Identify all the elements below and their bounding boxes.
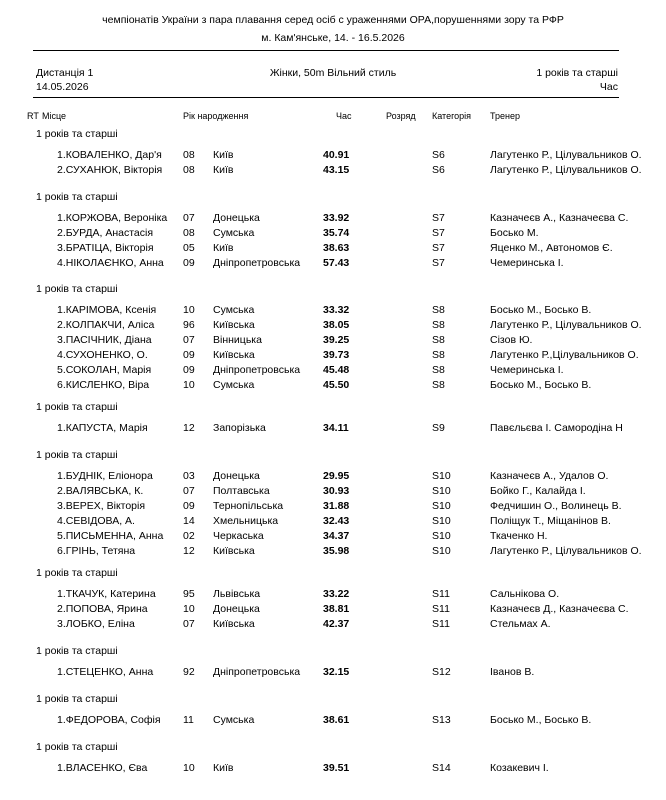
sport-class: S7: [432, 212, 445, 224]
result-time: 35.98: [323, 545, 350, 557]
group-title: 1 років та старші: [36, 401, 118, 413]
athlete-name: 3.ВЕРЕХ, Вікторія: [57, 500, 146, 512]
sport-class: S10: [432, 500, 451, 512]
birth-year: 10: [183, 762, 195, 774]
sport-class: S10: [432, 545, 451, 557]
coach-name: Яценко М., Автономов Є.: [490, 242, 613, 254]
coach-name: Ткаченко Н.: [490, 530, 548, 542]
birth-year: 09: [183, 500, 195, 512]
result-time: 32.15: [323, 666, 350, 678]
sport-class: S9: [432, 422, 445, 434]
coach-name: Поліщук Т., Міщанінов В.: [490, 515, 611, 527]
result-time: 45.50: [323, 379, 350, 391]
athlete-name: 1.ВЛАСЕНКО, Єва: [57, 762, 148, 774]
report-location: м. Кам'янське, 14. - 16.5.2026: [261, 32, 405, 44]
coach-name: Павєльєва І. Самородіна Н: [490, 422, 623, 434]
result-time: 39.73: [323, 349, 350, 361]
region: Сумська: [213, 304, 255, 316]
col-rt: RT: [27, 111, 39, 121]
birth-year: 09: [183, 257, 195, 269]
sport-class: S8: [432, 364, 445, 376]
sport-class: S14: [432, 762, 451, 774]
coach-name: Лагутенко Р., Цілувальников О.: [490, 164, 642, 176]
sport-class: S10: [432, 485, 451, 497]
birth-year: 96: [183, 319, 195, 331]
region: Хмельницька: [213, 515, 279, 527]
athlete-name: 1.КОРЖОВА, Вероніка: [57, 212, 168, 224]
sport-class: S8: [432, 334, 445, 346]
group-title: 1 років та старші: [36, 645, 118, 657]
birth-year: 10: [183, 304, 195, 316]
sport-class: S8: [432, 319, 445, 331]
sport-class: S7: [432, 242, 445, 254]
birth-year: 12: [183, 422, 195, 434]
region: Донецька: [213, 470, 260, 482]
region: Сумська: [213, 379, 255, 391]
region: Київська: [213, 618, 255, 630]
result-time: 33.22: [323, 588, 350, 600]
result-time: 33.92: [323, 212, 350, 224]
result-time: 30.93: [323, 485, 350, 497]
athlete-name: 3.ЛОБКО, Еліна: [57, 618, 135, 630]
birth-year: 08: [183, 164, 195, 176]
group-title: 1 років та старші: [36, 693, 118, 705]
coach-name: Козакевич І.: [490, 762, 549, 774]
athlete-name: 2.БУРДА, Анастасія: [57, 227, 154, 239]
group-title: 1 років та старші: [36, 191, 118, 203]
result-time: 33.32: [323, 304, 350, 316]
athlete-name: 1.КАРІМОВА, Ксенія: [57, 304, 157, 316]
coach-name: Казначеєв А., Казначеєва С.: [490, 212, 629, 224]
region: Київська: [213, 319, 255, 331]
col-time: Час: [336, 111, 352, 121]
region: Черкаська: [213, 530, 264, 542]
result-time: 34.11: [323, 422, 349, 434]
athlete-name: 1.ТКАЧУК, Катерина: [57, 588, 156, 600]
result-time: 42.37: [323, 618, 350, 630]
col-category: Категорія: [432, 111, 472, 121]
athlete-name: 5.СОКОЛАН, Марія: [57, 364, 152, 376]
athlete-name: 1.БУДНІК, Еліонора: [57, 470, 153, 482]
athlete-name: 2.ВАЛЯВСЬКА, К.: [57, 485, 144, 497]
birth-year: 02: [183, 530, 195, 542]
group-title: 1 років та старші: [36, 128, 118, 140]
athlete-name: 1.ФЕДОРОВА, Софія: [57, 714, 161, 726]
birth-year: 03: [183, 470, 195, 482]
group-title: 1 років та старші: [36, 741, 118, 753]
birth-year: 05: [183, 242, 195, 254]
region: Львівська: [213, 588, 261, 600]
region: Тернопільська: [213, 500, 284, 512]
region: Київ: [213, 242, 234, 254]
result-time: 29.95: [323, 470, 350, 482]
athlete-name: 3.ПАСІЧНИК, Діана: [57, 334, 152, 346]
result-time: 31.88: [323, 500, 350, 512]
result-time: 38.05: [323, 319, 350, 331]
athlete-name: 2.СУХАНЮК, Вікторія: [57, 164, 163, 176]
sport-class: S8: [432, 349, 445, 361]
region: Сумська: [213, 227, 255, 239]
region: Київська: [213, 545, 255, 557]
time-label: Час: [599, 81, 618, 93]
birth-year: 14: [183, 515, 195, 527]
report-title: чемпіонатів України з пара плавання серед осіб с ураженнями ОРА,порушеннями зору та РФР: [102, 14, 564, 26]
coach-name: Босько М., Босько В.: [490, 379, 592, 391]
result-time: 38.81: [323, 603, 350, 615]
result-time: 40.91: [323, 149, 350, 161]
birth-year: 92: [183, 666, 195, 678]
coach-name: Босько М., Босько В.: [490, 714, 592, 726]
col-coach: Тренер: [490, 111, 520, 121]
birth-year: 10: [183, 603, 195, 615]
region: Дніпропетровська: [213, 364, 301, 376]
athlete-name: 4.НІКОЛАЄНКО, Анна: [57, 257, 164, 269]
result-time: 38.61: [323, 714, 350, 726]
group-title: 1 років та старші: [36, 449, 118, 461]
coach-name: Босько М.: [490, 227, 539, 239]
result-time: 39.51: [323, 762, 350, 774]
region: Сумська: [213, 714, 255, 726]
coach-name: Босько М., Босько В.: [490, 304, 592, 316]
result-time: 34.37: [323, 530, 350, 542]
coach-name: Стельмах А.: [490, 618, 551, 630]
birth-year: 11: [183, 714, 194, 726]
age-group: 1 років та старші: [536, 67, 618, 79]
result-time: 45.48: [323, 364, 350, 376]
birth-year: 09: [183, 349, 195, 361]
col-place: Місце: [42, 111, 67, 121]
sport-class: S10: [432, 470, 451, 482]
birth-year: 09: [183, 364, 195, 376]
sport-class: S6: [432, 164, 445, 176]
birth-year: 08: [183, 227, 195, 239]
athlete-name: 5.ПИСЬМЕННА, Анна: [57, 530, 164, 542]
sport-class: S13: [432, 714, 451, 726]
group-title: 1 років та старші: [36, 283, 118, 295]
coach-name: Бойко Г., Калайда І.: [490, 485, 586, 497]
athlete-name: 6.ГРІНЬ, Тетяна: [57, 545, 136, 557]
sport-class: S7: [432, 257, 445, 269]
coach-name: Іванов В.: [490, 666, 535, 678]
athlete-name: 6.КИСЛЕНКО, Віра: [57, 379, 150, 391]
event-date: 14.05.2026: [36, 81, 89, 93]
result-time: 57.43: [323, 257, 350, 269]
result-time: 38.63: [323, 242, 350, 254]
sport-class: S11: [432, 618, 450, 630]
coach-name: Чемеринська І.: [490, 257, 564, 269]
sport-class: S10: [432, 530, 451, 542]
col-rank: Розряд: [386, 111, 416, 121]
athlete-name: 4.СЕВІДОВА, А.: [57, 515, 135, 527]
sport-class: S11: [432, 603, 450, 615]
birth-year: 07: [183, 485, 195, 497]
sport-class: S8: [432, 304, 445, 316]
birth-year: 12: [183, 545, 195, 557]
event-divider: [33, 97, 619, 98]
coach-name: Лагутенко Р., Цілувальников О.: [490, 545, 642, 557]
coach-name: Лагутенко Р., Цілувальников О.: [490, 149, 642, 161]
header-divider: [33, 50, 619, 51]
region: Дніпропетровська: [213, 666, 301, 678]
birth-year: 07: [183, 618, 195, 630]
group-title: 1 років та старші: [36, 567, 118, 579]
region: Київська: [213, 349, 255, 361]
coach-name: Сізов Ю.: [490, 334, 533, 346]
col-year: Рік народження: [183, 111, 249, 121]
result-time: 43.15: [323, 164, 350, 176]
athlete-name: 1.КАПУСТА, Марія: [57, 422, 148, 434]
distance-label: Дистанція 1: [36, 67, 94, 79]
result-time: 39.25: [323, 334, 350, 346]
athlete-name: 1.СТЕЦЕНКО, Анна: [57, 666, 154, 678]
coach-name: Лагутенко Р.,Цілувальников О.: [490, 349, 639, 361]
coach-name: Чемеринська І.: [490, 364, 564, 376]
region: Вінницька: [213, 334, 262, 346]
coach-name: Сальнікова О.: [490, 588, 560, 600]
region: Київ: [213, 149, 234, 161]
event-name: Жінки, 50m Вільний стиль: [269, 67, 397, 79]
result-time: 32.43: [323, 515, 350, 527]
athlete-name: 2.КОЛПАКЧИ, Аліса: [57, 319, 155, 331]
athlete-name: 3.БРАТІЦА, Вікторія: [57, 242, 154, 254]
birth-year: 07: [183, 212, 195, 224]
birth-year: 95: [183, 588, 195, 600]
region: Київ: [213, 762, 234, 774]
coach-name: Федчишин О., Волинець В.: [490, 500, 622, 512]
region: Донецька: [213, 603, 260, 615]
coach-name: Казначеєв А., Удалов О.: [490, 470, 609, 482]
birth-year: 10: [183, 379, 195, 391]
sport-class: S6: [432, 149, 445, 161]
athlete-name: 1.КОВАЛЕНКО, Дар'я: [57, 149, 162, 161]
sport-class: S8: [432, 379, 445, 391]
region: Дніпропетровська: [213, 257, 301, 269]
result-time: 35.74: [323, 227, 350, 239]
athlete-name: 4.СУХОНЕНКО, О.: [57, 349, 148, 361]
region: Донецька: [213, 212, 260, 224]
athlete-name: 2.ПОПОВА, Ярина: [57, 603, 148, 615]
sport-class: S10: [432, 515, 451, 527]
sport-class: S7: [432, 227, 445, 239]
region: Запорізька: [213, 422, 266, 434]
coach-name: Казначеєв Д., Казначеєва С.: [490, 603, 629, 615]
birth-year: 08: [183, 149, 195, 161]
region: Київ: [213, 164, 234, 176]
region: Полтавська: [213, 485, 270, 497]
coach-name: Лагутенко Р., Цілувальников О.: [490, 319, 642, 331]
birth-year: 07: [183, 334, 195, 346]
sport-class: S12: [432, 666, 451, 678]
sport-class: S11: [432, 588, 450, 600]
